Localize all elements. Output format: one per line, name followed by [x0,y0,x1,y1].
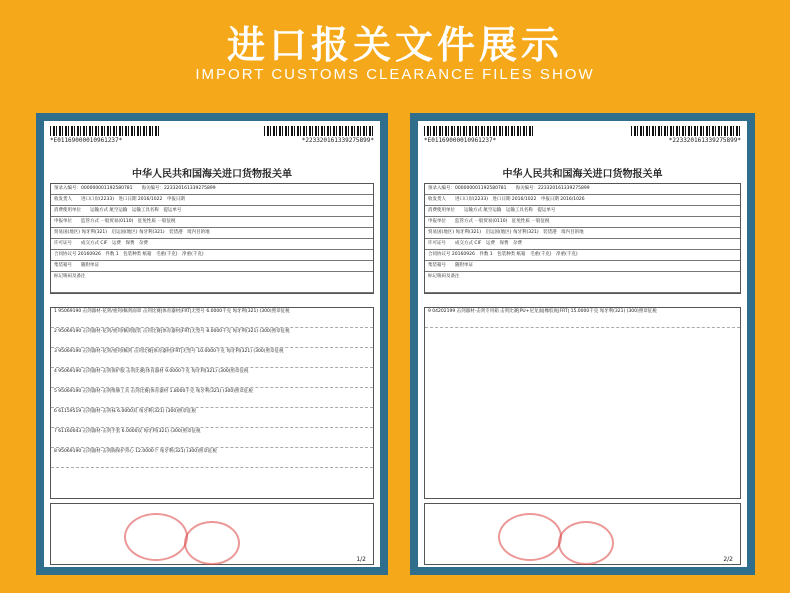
table-row: 贸易国(地区) 匈牙利(321) 启运国(地区) 匈牙利(321) 装货港 境内目的地 [51,228,373,239]
table-row: 集装箱号 随附单证 [425,261,740,272]
list-item: 4 95069190 击剑器材-击剑保护服 击剑比赛|体育器材 9.0000千克 匈牙利(321) (300)照章征税 [51,368,373,388]
declaration-title: 中华人民共和国海关进口货物报关单 [502,169,663,180]
table-row: 消费使用单位 运输方式 航空运输 运输工具名称 提运单号 [425,206,740,217]
barcode-left [424,126,534,136]
table-row: 合同协议号 20160926 件数 1 包装种类 纸箱 毛重(千克) 净重(千克) [51,250,373,261]
declaration-header-table [424,183,741,294]
barcode-right [631,126,741,136]
list-item: 5 95069190 击剑器材-击剑维修工具 击剑比赛|体育器材 1.8000千克 匈牙利(321) (300)照章征税 [51,388,373,408]
barcode-left [50,126,160,136]
table-row: 标记唛码及备注 [51,272,373,293]
goods-items-table [424,307,741,499]
declaration-header-table [50,183,374,294]
table-row: 合同协议号 20160926 件数 1 包装种类 纸箱 毛重(千克) 净重(千克) [425,250,740,261]
table-row: 标记唛码及备注 [425,272,740,293]
table-row: 消费使用单位 运输方式 航空运输 运输工具名称 提运单号 [51,206,373,217]
document-frame-1 [36,113,388,575]
document-frame-2 [410,113,755,575]
list-item: 8 95069190 击剑器材-击剑胸保护背心 12.0000个 匈牙利(321) (300)照章征税 [51,448,373,468]
red-stamp [124,513,188,561]
barcode-left-text: *E01169000010961237* [424,137,497,144]
barcode-right-text: *223320161339275899* [668,137,741,144]
table-row: 收发货人 进口口岸(2233) 进口日期 2016/1022 申报日期 [51,195,373,206]
barcode-right [264,126,374,136]
page-number: 1/2 [356,556,366,563]
customs-declaration-page-2 [418,121,747,567]
table-row: 预录入编号：000000001192580781 海关编号：223320161339275899 [51,184,373,195]
red-stamp [558,521,614,565]
table-row: 许可证号 成交方式 CIF 运费 保费 杂费 [425,239,740,250]
table-row: 申报单位 监管方式 一般贸易(0110) 征免性质 一般征税 [51,217,373,228]
list-item: 1 95069190 击剑器材-花剑/重剑/佩剑面罩 击剑比赛|体育器材|FRT|无型号 6.0000千克 匈牙利(321) (300)照章征税 [51,308,373,328]
page-number: 2/2 [723,556,733,563]
declaration-title: 中华人民共和国海关进口货物报关单 [132,169,292,180]
red-stamp [184,521,240,565]
list-item: 6 61159519 击剑器材-击剑袜 6.0000双 匈牙利(321) (300)照章征税 [51,408,373,428]
table-row: 许可证号 成交方式 CIF 运费 保费 杂费 [51,239,373,250]
barcode-right-text: *223320161339275899* [301,137,374,144]
customs-declaration-page-1 [44,121,380,567]
barcode-left-text: *E01169000010961237* [50,137,123,144]
table-row: 申报单位 监管方式 一般贸易(0110) 征免性质 一般征税 [425,217,740,228]
goods-items-table [50,307,374,499]
list-item: 7 61160043 击剑器材-击剑手套 6.0000双 匈牙利(321) (300)照章征税 [51,428,373,448]
list-item: 9 04202199 击剑器材-击剑专用箱 击剑比赛|PU+尼龙面|橡胶底|FRT| 15.0000千克 匈牙利(321) (300)照章征税 [425,308,740,328]
table-row: 贸易国(地区) 匈牙利(321) 启运国(地区) 匈牙利(321) 装货港 境内目的地 [425,228,740,239]
page-subtitle: IMPORT CUSTOMS CLEARANCE FILES SHOW [195,66,595,83]
page-title: 进口报关文件展示 [226,23,563,67]
red-stamp [498,513,562,561]
table-row: 收发货人 进口口岸(2233) 进口日期 2016/1022 申报日期 2016/1026 [425,195,740,206]
list-item: 3 95069190 击剑器材-花剑/重剑/佩剑 击剑比赛|体育器材|FRT|无型号 10.0000千克 匈牙利(321) (300)照章征税 [51,348,373,368]
list-item: 2 95069190 击剑器材-花剑/重剑/佩剑服装 击剑比赛|体育器材|FRT|无型号 8.0000千克 匈牙利(321) (300)照章征税 [51,328,373,348]
table-row: 集装箱号 随附单证 [51,261,373,272]
table-row: 预录入编号：000000001192580781 海关编号：223320161339275899 [425,184,740,195]
